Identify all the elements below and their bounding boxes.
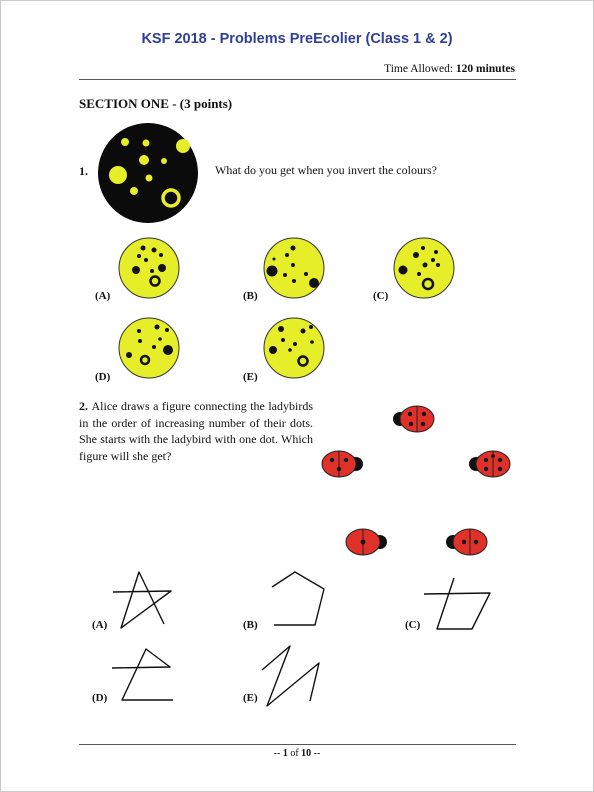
question-1-black-disc — [88, 122, 210, 224]
question-1-option-b-label: (B) — [243, 290, 258, 302]
question-2-option-c-label: (C) — [405, 619, 421, 631]
question-1-number: 1. — [79, 164, 88, 178]
question-2-text — [79, 398, 313, 464]
question-2-option-e-label: (E) — [243, 692, 258, 704]
question-1-option-e-figure — [262, 317, 326, 381]
question-1-option-d-label: (D) — [95, 371, 111, 383]
page-number-mid: of — [287, 748, 302, 759]
ladybird-right — [462, 448, 514, 480]
question-1-option-c-label: (C) — [373, 290, 389, 302]
page-number-prefix: -- — [273, 748, 283, 759]
question-2-option-d-label: (D) — [92, 692, 108, 704]
question-2-number: 2. — [79, 399, 88, 413]
ladybird-left — [318, 448, 370, 480]
question-1-option-e-label: (E) — [243, 371, 258, 383]
question-1-option-d-figure — [117, 317, 181, 381]
page-number — [0, 748, 594, 759]
question-2-option-a-figure — [109, 569, 179, 629]
ladybird-top — [386, 403, 438, 435]
header-divider — [79, 79, 516, 80]
question-1-option-c-figure — [392, 237, 456, 301]
section-title: SECTION ONE - (3 points) — [79, 96, 233, 111]
question-2-option-e-figure — [260, 644, 324, 710]
time-allowed-value: 120 minutes — [455, 63, 515, 75]
question-2-option-b-figure — [270, 569, 330, 629]
page-number-current: 1 — [282, 748, 288, 759]
page-title: KSF 2018 - Problems PreEcolier (Class 1 & 2) — [141, 31, 453, 47]
ladybird-bottom-left — [342, 526, 394, 558]
question-1-option-a-figure — [117, 237, 181, 301]
question-1-option-b-figure — [262, 237, 326, 301]
question-2-option-c-figure — [424, 576, 494, 631]
question-1-text: What do you get when you invert the colours? — [215, 163, 437, 177]
page-number-suffix: -- — [311, 748, 321, 759]
question-2-option-d-figure — [110, 647, 180, 705]
question-2-option-b-label: (B) — [243, 619, 258, 631]
time-allowed-label: Time Allowed: — [384, 63, 454, 75]
footer-divider — [79, 744, 516, 745]
question-2-option-a-label: (A) — [92, 619, 108, 631]
page-number-total: 10 — [301, 748, 312, 759]
ladybird-bottom-right — [439, 526, 491, 558]
time-allowed — [384, 63, 515, 75]
question-1-option-a-label: (A) — [95, 290, 111, 302]
question-2-body: Alice draws a figure connecting the ladybirds in the order of increasing number of their dots. She starts with the ladybird with one dot. Which figure will she get? — [79, 399, 314, 463]
